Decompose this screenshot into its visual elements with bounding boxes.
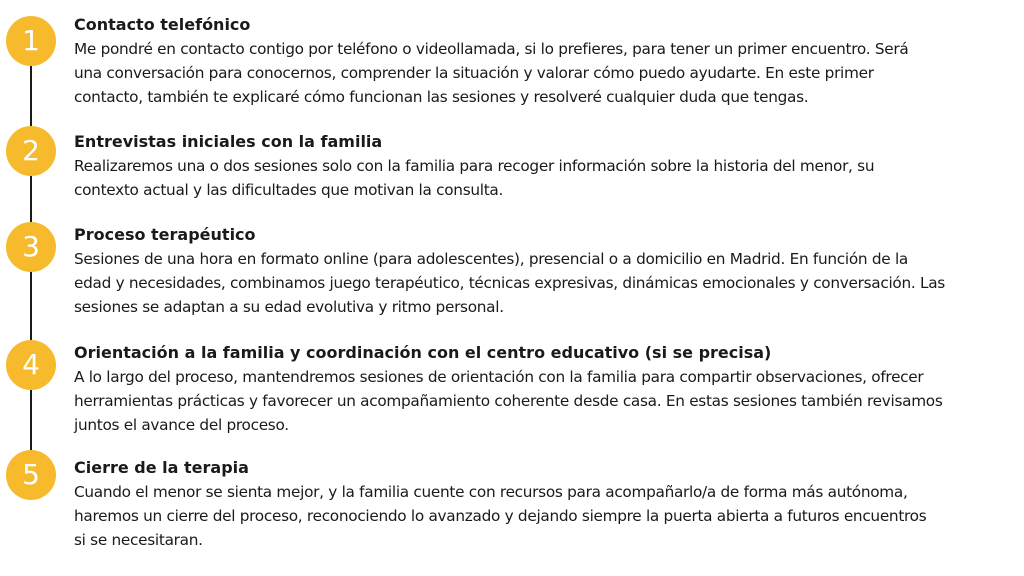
step-description — [74, 154, 1019, 202]
step-number-badge: 5 — [6, 450, 56, 500]
step-number-badge: 2 — [6, 126, 56, 176]
step-description-line: contacto, también te explicaré cómo funcionan las sesiones y resolveré cualquier duda que tengas. — [74, 88, 809, 106]
step-title: Entrevistas iniciales con la familia — [74, 132, 383, 151]
step-description-line: A lo largo del proceso, mantendremos sesiones de orientación con la familia para compartir observaciones, ofrecer — [74, 368, 924, 386]
step-description-line: Realizaremos una o dos sesiones solo con la familia para recoger información sobre la historia del menor, su — [74, 157, 875, 175]
step-description — [74, 480, 1019, 552]
step-description-line: juntos el avance del proceso. — [74, 416, 289, 434]
step-content — [74, 456, 1019, 552]
step-description-line: sesiones se adaptan a su edad evolutiva y ritmo personal. — [74, 298, 504, 316]
step-content — [74, 341, 1019, 437]
step-description — [74, 37, 1019, 109]
step-description-line: Me pondré en contacto contigo por teléfono o videollamada, si lo prefieres, para tener un primer encuentro. Será — [74, 40, 909, 58]
step-number-badge: 1 — [6, 16, 56, 66]
step-description-line: haremos un cierre del proceso, reconociendo lo avanzado y dejando siempre la puerta abierta a futuros encuentros — [74, 507, 927, 525]
step-description — [74, 365, 1019, 437]
step-description-line: edad y necesidades, combinamos juego terapéutico, técnicas expresivas, dinámicas emocionales y conversación. Las — [74, 274, 945, 292]
step-description-line: Sesiones de una hora en formato online (para adolescentes), presencial o a domicilio en Madrid. En función de la — [74, 250, 908, 268]
step-title: Proceso terapéutico — [74, 225, 256, 244]
step-content — [74, 223, 1019, 319]
step-description-line: una conversación para conocernos, comprender la situación y valorar cómo puedo ayudarte. En este primer — [74, 64, 874, 82]
step-title: Contacto telefónico — [74, 15, 251, 34]
step-content — [74, 130, 1019, 202]
step-title: Cierre de la terapia — [74, 458, 249, 477]
step-content — [74, 13, 1019, 109]
step-number-badge: 4 — [6, 340, 56, 390]
step-description-line: herramientas prácticas y favorecer un acompañamiento coherente desde casa. En estas sesiones también revisamos — [74, 392, 943, 410]
step-title: Orientación a la familia y coordinación con el centro educativo (si se precisa) — [74, 343, 772, 362]
step-description-line: si se necesitaran. — [74, 531, 203, 549]
step-number-badge: 3 — [6, 222, 56, 272]
step-description-line: contexto actual y las dificultades que motivan la consulta. — [74, 181, 504, 199]
step-description-line: Cuando el menor se sienta mejor, y la familia cuente con recursos para acompañarlo/a de forma más autónoma, — [74, 483, 908, 501]
step-description — [74, 247, 1019, 319]
